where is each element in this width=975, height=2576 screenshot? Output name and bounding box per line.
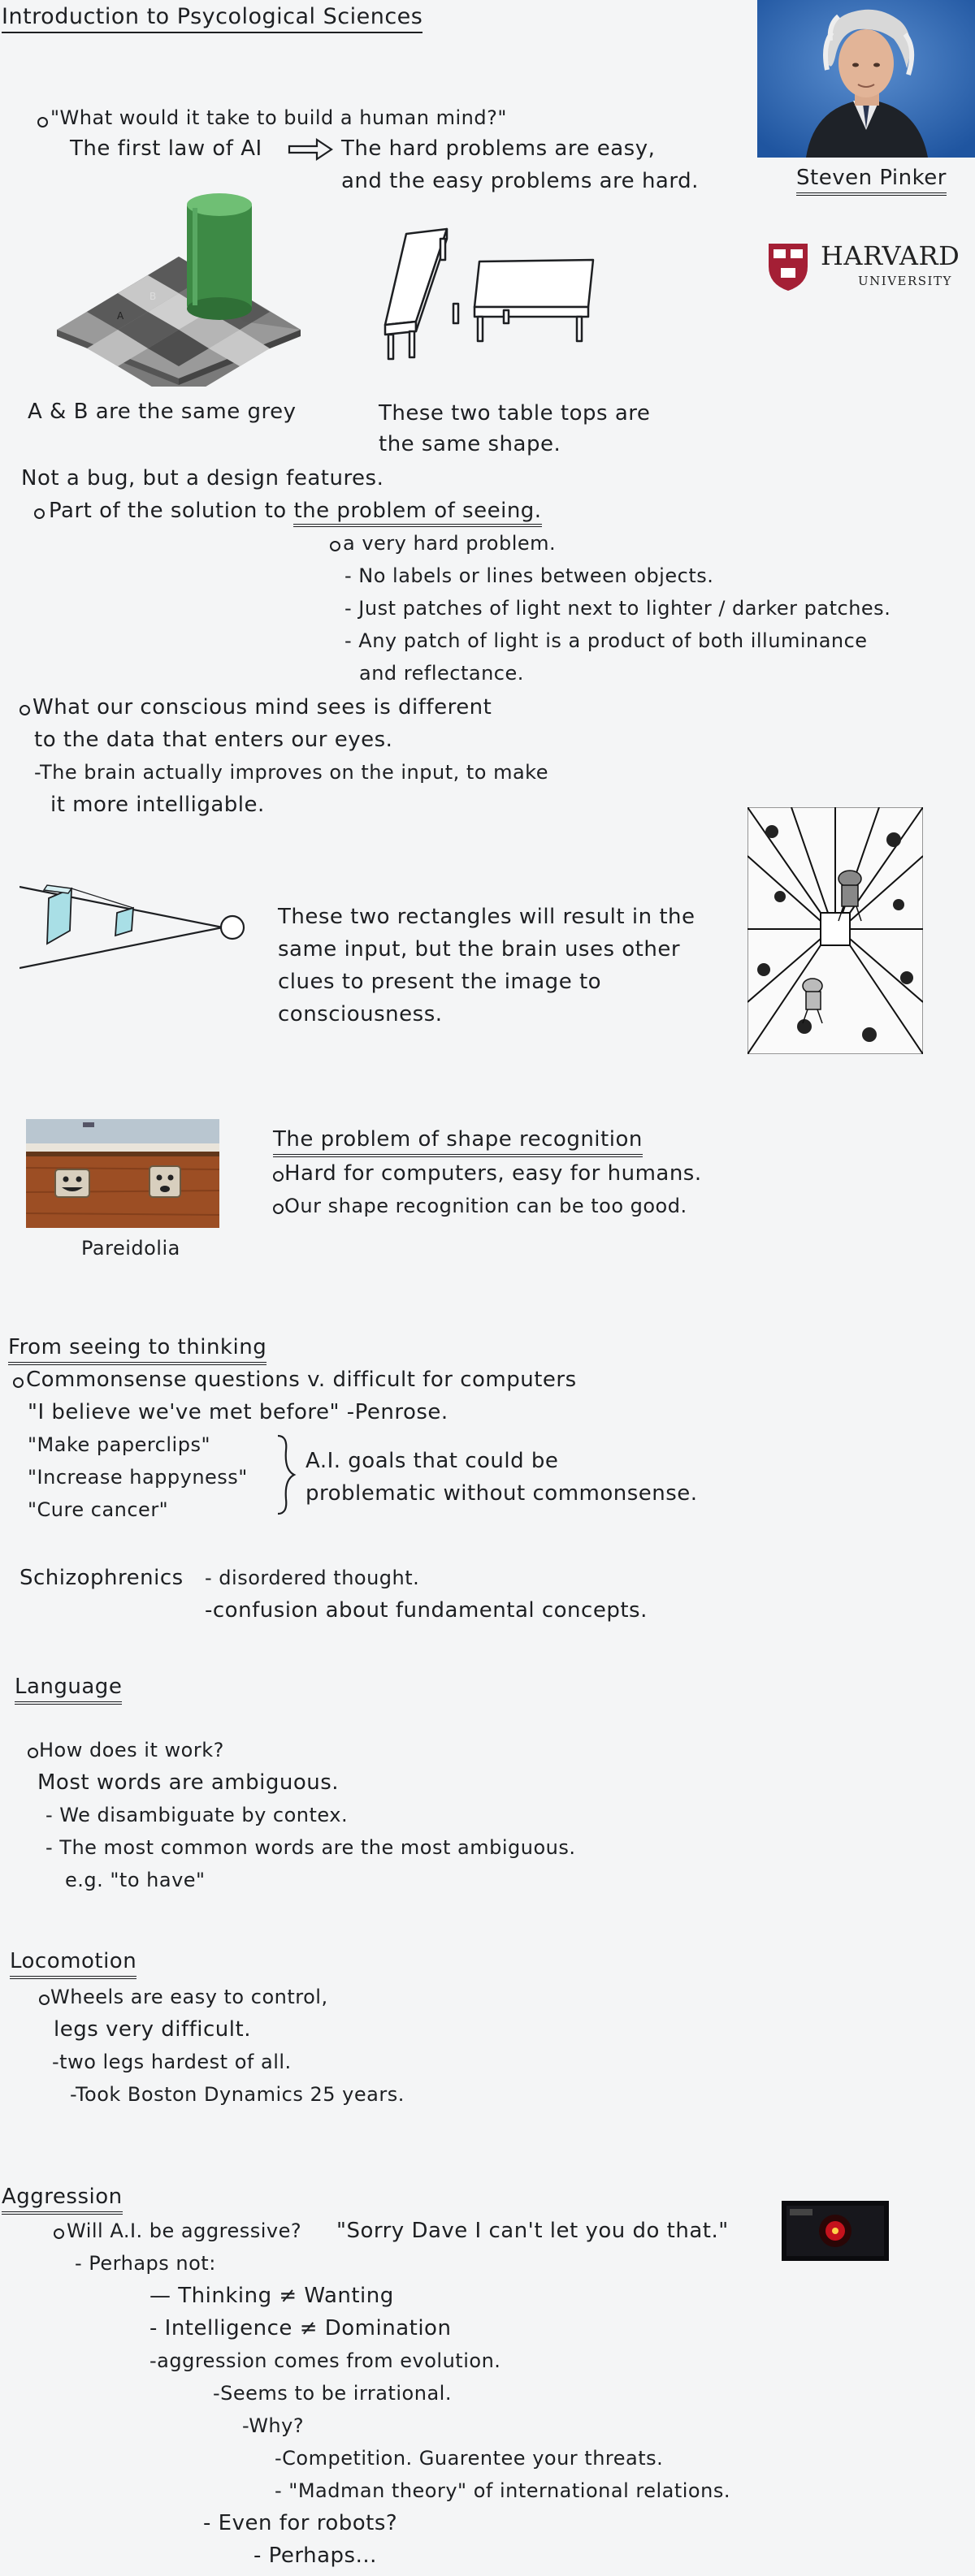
language-line-4: - The most common words are the most ambiguous. [46,1836,576,1859]
seeing-line-2-text: Part of the solution to [49,499,294,523]
goal-1: "Make paperclips" [28,1433,210,1456]
seeing-line-8: What our conscious mind sees is different [32,695,492,720]
schizophrenics-point-1: - disordered thought. [205,1567,420,1589]
thinking-line-1: Commonsense questions v. difficult for computers [26,1368,577,1392]
caption-tables-1: These two table tops are [379,401,651,426]
locomotion-line-3: -two legs hardest of all. [52,2051,292,2073]
first-law-line-2: and the easy problems are hard. [341,169,699,193]
locomotion-line-1: Wheels are easy to control, [50,1986,328,2008]
schizophrenics-point-2: -confusion about fundamental concepts. [205,1598,648,1623]
thinking-line-2: "I believe we've met before" -Penrose. [28,1400,448,1424]
problem-of-seeing: the problem of seeing. [293,499,541,527]
seeing-line-3: a very hard problem. [343,532,557,555]
bullet [54,2228,64,2239]
caption-checker: A & B are the same grey [28,400,297,424]
aggression-line-11: - Perhaps... [254,2544,377,2568]
rectangles-line-3: clues to present the image to [278,970,602,994]
schizophrenics-label: Schizophrenics [20,1566,184,1590]
bullet [273,1171,284,1182]
bullet [13,1377,24,1388]
language-line-3: - We disambiguate by contex. [46,1804,349,1826]
aggression-line-7: -Why? [242,2414,305,2437]
bullet [39,1995,50,2005]
seeing-line-11: it more intelligable. [50,793,265,817]
seeing-line-6: - Any patch of light is a product of both illuminance [344,629,868,652]
projection-diagram [20,882,250,976]
bullet [37,117,48,128]
corridor-monsters-illusion [748,807,923,1054]
locomotion-line-4: -Took Boston Dynamics 25 years. [70,2083,405,2106]
curly-brace-icon [275,1434,297,1515]
rectangles-line-1: These two rectangles will result in the [278,905,696,929]
aggression-line-5: -aggression comes from evolution. [150,2349,501,2372]
bullet [273,1204,284,1214]
bullet [28,1748,38,1758]
caption-tables-2: the same shape. [379,432,561,456]
first-law-line-1: The hard problems are easy, [341,136,656,161]
aggression-line-10: - Even for robots? [203,2511,398,2535]
hal-quote: "Sorry Dave I can't let you do that." [336,2219,729,2243]
checker-label-a: A [117,310,124,322]
bullet [330,541,340,551]
aggression-line-6: -Seems to be irrational. [213,2382,452,2405]
page-title: Introduction to Psycological Sciences [2,3,422,33]
aggression-heading: Aggression [2,2183,123,2215]
shepard-tables-illusion [382,226,601,372]
pareidolia-photo [26,1119,219,1228]
hal-9000-eye-icon [782,2201,889,2261]
aggression-line-2: - Perhaps not: [75,2252,216,2275]
language-heading: Language [15,1673,122,1705]
language-line-5: e.g. "to have" [65,1869,206,1891]
aggression-line-9: - "Madman theory" of international relations. [275,2479,730,2502]
intro-quote: "What would it take to build a human mind?" [50,106,507,129]
seeing-line-1: Not a bug, but a design features. [21,466,384,491]
seeing-line-2 [49,497,542,525]
goals-note-1: A.I. goals that could be [306,1449,559,1473]
aggression-line-8: -Competition. Guarentee your threats. [275,2447,664,2470]
seeing-line-10: -The brain actually improves on the input, to make [34,761,548,784]
harvard-university-label: UNIVERSITY [858,274,952,288]
aggression-line-3: — Thinking ≠ Wanting [150,2284,394,2308]
pareidolia-caption: Pareidolia [81,1237,180,1260]
person-name: Steven Pinker [796,164,947,196]
steven-pinker-photo [757,0,975,158]
language-line-1: How does it work? [39,1739,224,1761]
goals-note-2: problematic without commonsense. [306,1481,698,1506]
bullet [20,705,30,715]
first-law-label: The first law of AI [70,136,262,161]
checker-shadow-illusion [57,192,301,387]
arrow-right-icon [286,136,335,162]
locomotion-line-2: legs very difficult. [54,2017,251,2042]
seeing-line-7: and reflectance. [359,662,524,685]
rectangles-line-2: same input, but the brain uses other [278,937,681,962]
shape-bullet-2: Our shape recognition can be too good. [284,1195,687,1217]
bullet [34,508,45,519]
shape-heading: The problem of shape recognition [273,1126,643,1157]
locomotion-heading: Locomotion [10,1947,136,1979]
aggression-line-1: Will A.I. be aggressive? [67,2219,302,2242]
seeing-line-4: - No labels or lines between objects. [344,564,714,587]
shape-bullet-1: Hard for computers, easy for humans. [284,1161,702,1186]
seeing-line-9: to the data that enters our eyes. [34,728,393,752]
checker-label-b: B [150,291,157,302]
aggression-line-4: - Intelligence ≠ Domination [150,2316,452,2340]
thinking-heading: From seeing to thinking [8,1333,266,1365]
language-line-2: Most words are ambiguous. [37,1770,340,1795]
goal-3: "Cure cancer" [28,1498,169,1521]
goal-2: "Increase happyness" [28,1466,248,1489]
rectangles-line-4: consciousness. [278,1002,443,1027]
harvard-wordmark: HARVARD [821,240,960,271]
seeing-line-5: - Just patches of light next to lighter / darker patches. [344,597,891,620]
